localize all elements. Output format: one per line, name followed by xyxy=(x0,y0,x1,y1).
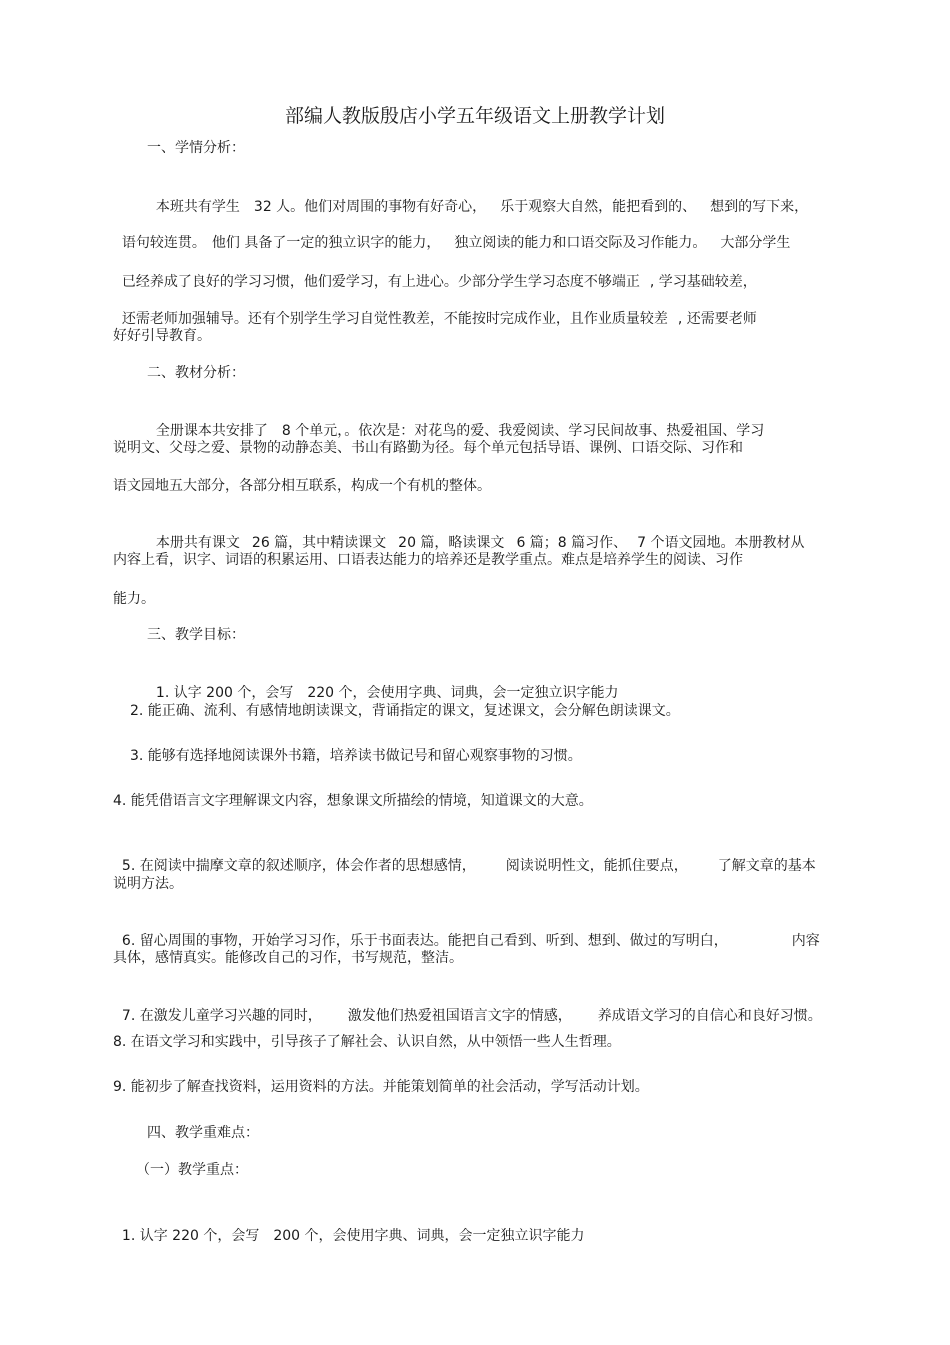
goal-6 xyxy=(113,911,820,951)
text-segment: 7. 在激发儿童学习兴趣的同时， xyxy=(121,1008,322,1024)
goal-4: 4. 能凭借语言文字理解课文内容，想象课文所描绘的情境，知道课文的大意。 xyxy=(113,793,593,809)
s2-line-1 xyxy=(147,401,764,441)
text-segment: 1. 认字 220 个，会写 xyxy=(121,1228,260,1244)
s1-line-3 xyxy=(113,252,757,292)
text-segment: 阅读说明性文，能抓住要点， xyxy=(505,858,688,874)
goal-9: 9. 能初步了解查找资料，运用资料的方法。并能策划简单的社会活动，学写活动计划。 xyxy=(113,1079,649,1095)
text-segment: 5. 在阅读中揣摩文章的叙述顺序，体会作者的思想感情， xyxy=(121,858,476,874)
text-segment: 1. 认字 200 个，会写 xyxy=(155,685,294,701)
text-segment: 大部分学生 xyxy=(720,235,791,251)
text-segment: 200 个，会使用字典、词典，会一定独立识字能力 xyxy=(273,1228,585,1244)
text-segment: 8 个单元，。依次是：对花鸟的爱、我爱阅读、学习民间故事、热爱祖国、学习 xyxy=(281,423,765,439)
text-segment: 本册共有课文 xyxy=(155,535,240,551)
goal-5-cont: 说明方法。 xyxy=(113,876,183,892)
s2-line-6: 能力。 xyxy=(113,591,155,607)
text-segment: 20 篇，略读课文 xyxy=(398,535,505,551)
goal-6-cont: 具体，感情真实。能修改自己的习作，书写规范，整洁。 xyxy=(113,950,463,966)
text-segment: 激发他们热爱祖国语言文字的情感， xyxy=(347,1008,572,1024)
s2-line-5: 内容上看，识字、词语的积累运用、口语表达能力的培养还是教学重点。难点是培养学生的阅读、习作 xyxy=(113,552,743,568)
section-heading-1: 一、学情分析： xyxy=(147,140,245,156)
text-segment: 26 篇，其中精读课文 xyxy=(251,535,387,551)
section-heading-3: 三、教学目标： xyxy=(147,627,245,643)
text-segment: 本班共有学生 xyxy=(155,199,240,215)
section-heading-2: 二、教材分析： xyxy=(147,365,245,381)
text-segment: 6. 留心周围的事物，开始学习习作，乐于书面表达。能把自己看到、听到、想到、做过的写明白， xyxy=(121,933,728,949)
s1-line-5: 好好引导教育。 xyxy=(113,328,211,344)
goal-2: 2. 能正确、流利、有感情地朗读课文，背诵指定的课文，复述课文，会分解色朗读课文。 xyxy=(130,703,680,719)
text-segment: 6 篇；8 篇习作、 xyxy=(516,535,628,551)
text-segment: 内容 xyxy=(791,933,820,949)
section-heading-4: 四、教学重难点： xyxy=(147,1125,259,1141)
key-point-1 xyxy=(113,1206,585,1246)
text-segment: 乐于观察大自然，能把看到的、 xyxy=(500,199,697,215)
text-segment: , 学习基础较差， xyxy=(649,274,757,290)
s1-line-1 xyxy=(147,177,808,217)
s2-line-2: 说明文、父母之爱、景物的动静态美、书山有路勤为径。每个单元包括导语、课例、口语交际、习作和 xyxy=(113,440,743,456)
subsection-heading: （一）教学重点： xyxy=(136,1162,248,1178)
s2-line-4 xyxy=(147,513,805,553)
goal-7 xyxy=(113,986,822,1026)
text-segment: 养成语文学习的自信心和良好习惯。 xyxy=(597,1008,822,1024)
text-segment: 还需老师加强辅导。还有个别学生学习自觉性教差，不能按时完成作业，且作业质量较差 xyxy=(121,311,668,327)
goal-5 xyxy=(113,836,816,876)
goal-8: 8. 在语文学习和实践中，引导孩子了解社会、认识自然，从中领悟一些人生哲理。 xyxy=(113,1034,621,1050)
s2-line-3: 语文园地五大部分，各部分相互联系，构成一个有机的整体。 xyxy=(113,478,491,494)
text-segment: 想到的写下来， xyxy=(710,199,809,215)
document-title: 部编人教版殷店小学五年级语文上册教学计划 xyxy=(284,105,665,127)
text-segment: 语句较连贯。 xyxy=(121,235,206,251)
text-segment: 32 人。他们对周围的事物有好奇心， xyxy=(253,199,487,215)
text-segment: 他们 具备了一定的独立识字的能力， xyxy=(211,235,441,251)
text-segment: 7 个语文园地。本册教材从 xyxy=(637,535,805,551)
text-segment: 全册课本共安排了 xyxy=(155,423,268,439)
s1-line-4 xyxy=(113,289,757,329)
text-segment: 已经养成了良好的学习习惯，他们爱学习，有上进心。少部分学生学习态度不够端正 xyxy=(121,274,640,290)
text-segment: 220 个，会使用字典、词典，会一定独立识字能力 xyxy=(307,685,619,701)
goal-3: 3. 能够有选择地阅读课外书籍，培养读书做记号和留心观察事物的习惯。 xyxy=(130,748,582,764)
text-segment: , 还需要老师 xyxy=(677,311,757,327)
text-segment: 了解文章的基本 xyxy=(717,858,816,874)
goal-1 xyxy=(147,663,619,703)
s1-line-2 xyxy=(113,213,790,253)
text-segment: 独立阅读的能力和口语交际及习作能力。 xyxy=(454,235,707,251)
